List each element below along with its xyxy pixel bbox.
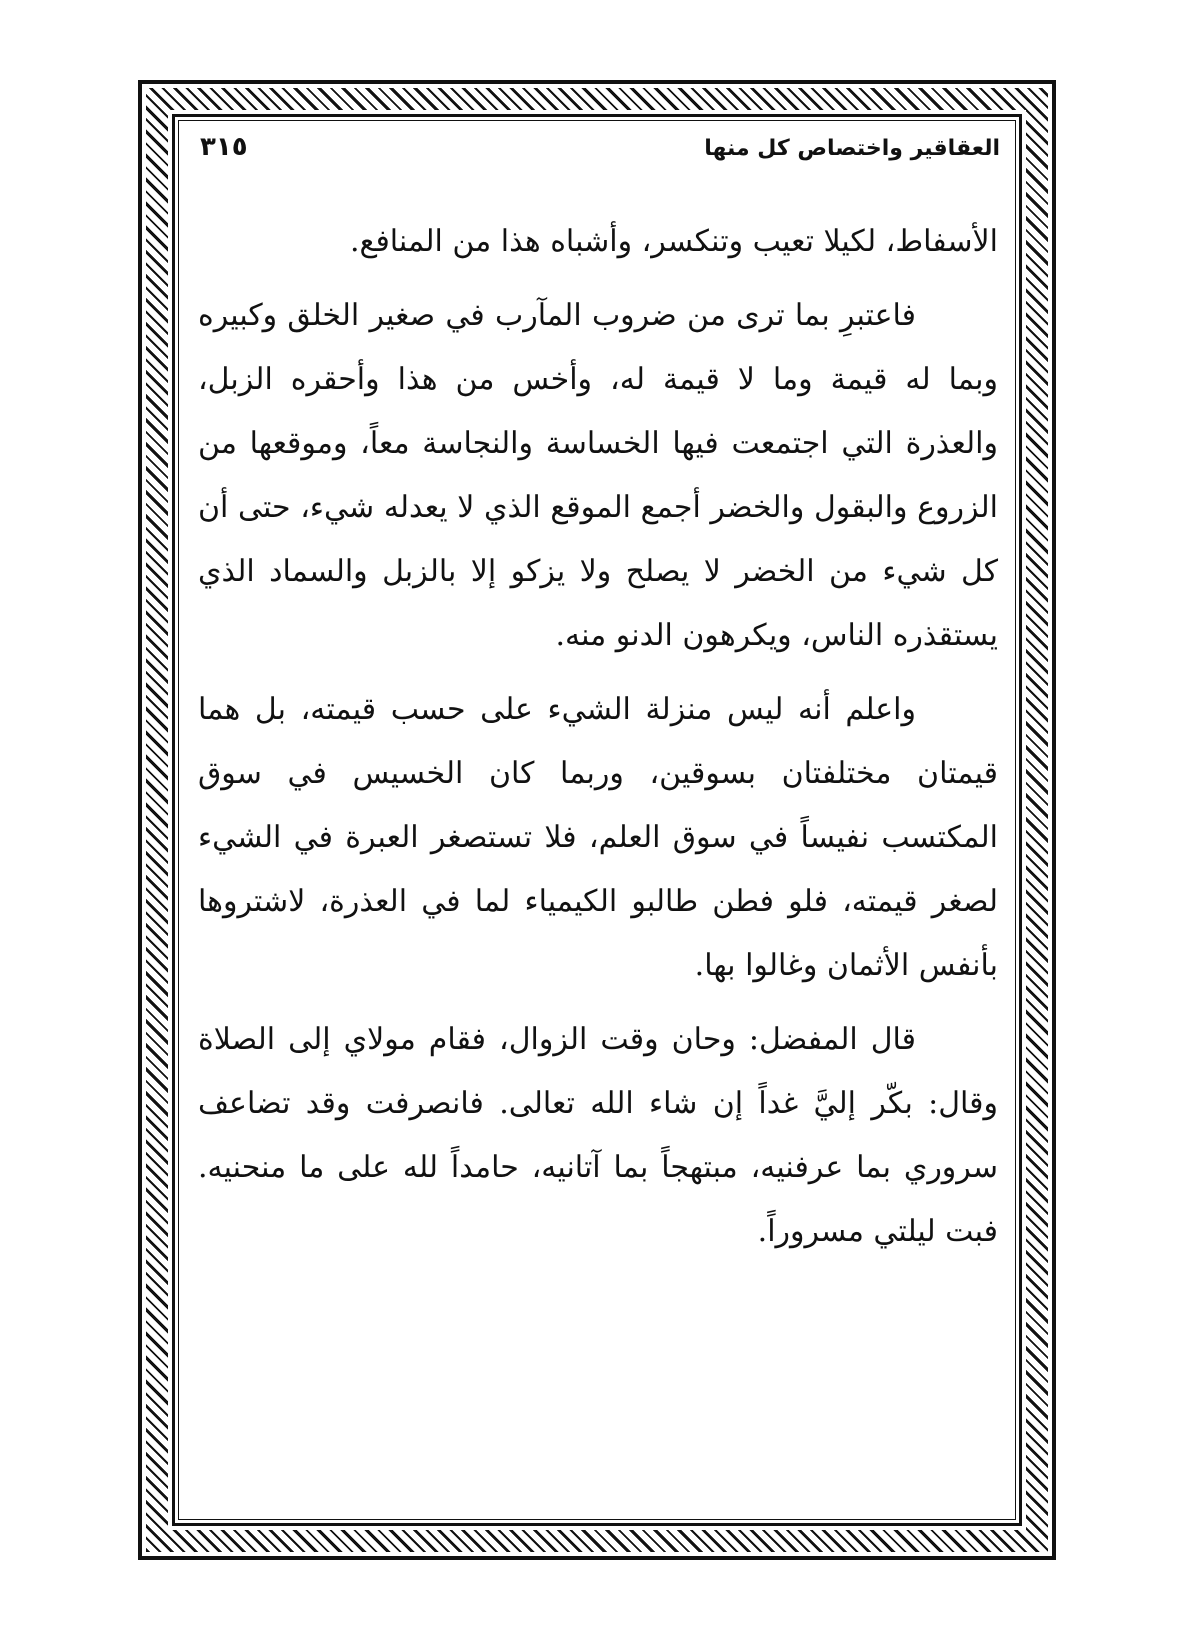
page-body (198, 210, 998, 1274)
paragraph-3: واعلم أنه ليس منزلة الشيء على حسب قيمته، بل هما قيمتان مختلفتان بسوقين، وربما كان الخسيس في سوق المكتسب نفيساً في سوق العلم، فلا تستصغر العبرة في الشيء لصغر قيمته، فلو فطن طالبو الكيمياء لما في العذرة، لاشتروها بأنفس الأثمان وغالوا بها. (198, 692, 998, 983)
paragraph-4: قال المفضل: وحان وقت الزوال، فقام مولاي إلى الصلاة وقال: بكّر إليَّ غداً إن شاء الله تعالى. فانصرفت وقد تضاعف سروري بما عرفنيه، مبتهجاً بما آتانيه، حامداً لله على ما منحنيه. فبت ليلتي مسروراً. (198, 1022, 998, 1249)
page-header (200, 132, 1000, 176)
running-title: العقاقير واختصاص كل منها (704, 136, 1000, 161)
paragraph-2: فاعتبرِ بما ترى من ضروب المآرب في صغير الخلق وكبيره وبما له قيمة وما لا قيمة له، وأخس من هذا وأحقره الزبل، والعذرة التي اجتمعت فيها الخساسة والنجاسة معاً، وموقعها من الزروع والبقول والخضر أجمع الموقع الذي لا يعدله شيء، حتى أن كل شيء من الخضر لا يصلح ولا يزكو إلا بالزبل والسماد الذي يستقذره الناس، ويكرهون الدنو منه. (198, 298, 998, 653)
paragraph-1: الأسفاط، لكيلا تعيب وتنكسر، وأشباه هذا من المنافع. (349, 224, 998, 259)
page-number: ٣١٥ (200, 132, 248, 162)
